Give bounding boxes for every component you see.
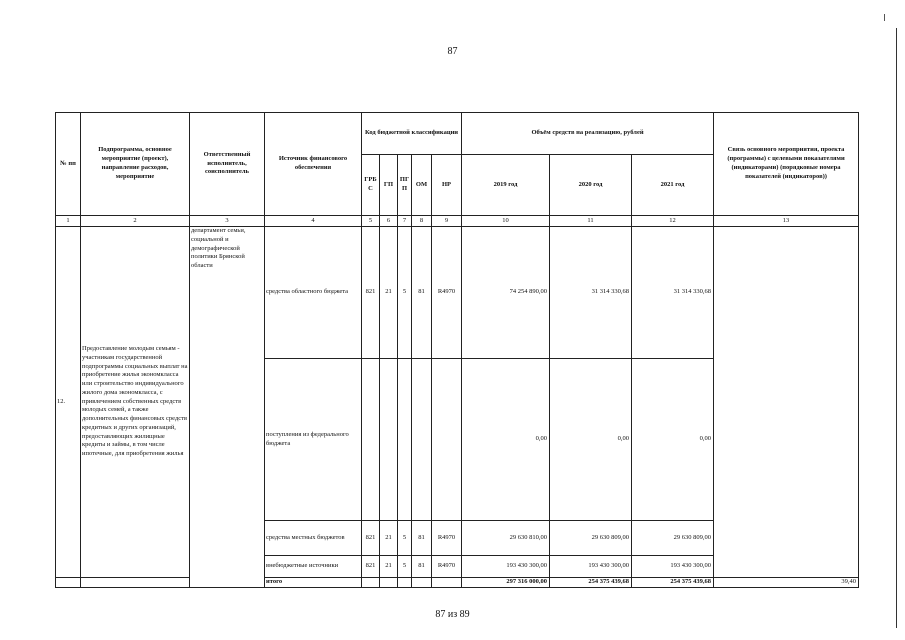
amount-2019: 29 630 810,00: [462, 521, 550, 556]
code-pgp: 5: [398, 556, 412, 578]
col-index: 11: [550, 216, 632, 227]
amount-2019: 74 254 890,00: [462, 227, 550, 359]
code-om: 81: [412, 556, 432, 578]
col-index: 3: [190, 216, 265, 227]
col-index: 1: [56, 216, 81, 227]
header-gp: ГП: [380, 155, 398, 216]
total-2021: 254 375 439,68: [632, 578, 714, 588]
col-index: 6: [380, 216, 398, 227]
scan-mark: [884, 14, 885, 21]
source-name: средства местных бюджетов: [265, 521, 362, 556]
code-gp: 21: [380, 521, 398, 556]
header-source: Источник финансового обеспечения: [265, 113, 362, 216]
code-om: 81: [412, 227, 432, 359]
header-budget-code: Код бюджетной классификации: [362, 113, 462, 155]
subprogram-text: Предоставление молодым семьям - участникам государственной подпрограммы социальных выплат на приобретение жилья экономкласса или строительство индивидуального жилого дома экономкласса, с привлечением собственных средств молодых семей, а также дополнительных финансовых средств кредитных и других организаций, предоставляющих жилищные кредиты и займы, в том числе ипотечные, для приобретения жилья: [81, 227, 190, 578]
link-cell: [714, 227, 859, 578]
header-2020: 2020 год: [550, 155, 632, 216]
header-link: Связь основного мероприятия, проекта (программы) с целевыми показателями (индикаторами) (порядковые номера показателей (индикаторов)): [714, 113, 859, 216]
header-num: № пп: [56, 113, 81, 216]
code-pgp: 5: [398, 227, 412, 359]
source-name: внебюджетные источники: [265, 556, 362, 578]
scan-edge-line: [896, 28, 897, 628]
total-link: 39,40: [714, 578, 859, 588]
code-grbs: 821: [362, 556, 380, 578]
amount-2021: 29 630 809,00: [632, 521, 714, 556]
col-index: 5: [362, 216, 380, 227]
code-gp: 21: [380, 556, 398, 578]
header-volume: Объём средств на реализацию, рублей: [462, 113, 714, 155]
col-index: 8: [412, 216, 432, 227]
header-om: ОМ: [412, 155, 432, 216]
code-gp: 21: [380, 227, 398, 359]
header-2019: 2019 год: [462, 155, 550, 216]
source-name: поступления из федерального бюджета: [265, 359, 362, 521]
col-index: 4: [265, 216, 362, 227]
code-np: R4970: [432, 227, 462, 359]
amount-2020: 193 430 300,00: [550, 556, 632, 578]
header-subprogram: Подпрограмма, основное мероприятие (проект), направление расходов, мероприятие: [81, 113, 190, 216]
header-grbs: ГРБ С: [362, 155, 380, 216]
total-empty-cell: [81, 578, 190, 588]
total-empty-cell: [398, 578, 412, 588]
header-np: НР: [432, 155, 462, 216]
code-np: R4970: [432, 521, 462, 556]
amount-2021: 31 314 330,68: [632, 227, 714, 359]
page-number-bottom: 87 из 89: [435, 609, 470, 620]
total-empty-cell: [380, 578, 398, 588]
header-2021: 2021 год: [632, 155, 714, 216]
col-index: 2: [81, 216, 190, 227]
page-number-top: 87: [447, 46, 458, 57]
header-pgp: ПГ П: [398, 155, 412, 216]
total-2020: 254 375 439,68: [550, 578, 632, 588]
code-om: 81: [412, 521, 432, 556]
total-label: итого: [265, 578, 362, 588]
amount-2021: 0,00: [632, 359, 714, 521]
col-index: 12: [632, 216, 714, 227]
code-pgp: 5: [398, 521, 412, 556]
col-index: 13: [714, 216, 859, 227]
amount-2019: 193 430 300,00: [462, 556, 550, 578]
code-np: R4970: [432, 556, 462, 578]
total-empty-cell: [362, 578, 380, 588]
code-om: [412, 359, 432, 521]
total-empty-cell: [412, 578, 432, 588]
amount-2020: 0,00: [550, 359, 632, 521]
amount-2020: 29 630 809,00: [550, 521, 632, 556]
code-pgp: [398, 359, 412, 521]
budget-table: [55, 112, 859, 588]
code-gp: [380, 359, 398, 521]
source-name: средства областного бюджета: [265, 227, 362, 359]
code-grbs: 821: [362, 227, 380, 359]
code-grbs: 821: [362, 521, 380, 556]
total-2019: 297 316 000,00: [462, 578, 550, 588]
amount-2020: 31 314 330,68: [550, 227, 632, 359]
col-index: 7: [398, 216, 412, 227]
total-empty-cell: [56, 578, 81, 588]
amount-2019: 0,00: [462, 359, 550, 521]
amount-2021: 193 430 300,00: [632, 556, 714, 578]
col-index: 10: [462, 216, 550, 227]
row-number: 12.: [56, 227, 81, 578]
code-grbs: [362, 359, 380, 521]
col-index: 9: [432, 216, 462, 227]
header-executor: Ответственный исполнитель, соисполнитель: [190, 113, 265, 216]
total-empty-cell: [432, 578, 462, 588]
code-np: [432, 359, 462, 521]
executor-text: департамент семьи, социальной и демографической политики Брянской области: [190, 227, 265, 588]
